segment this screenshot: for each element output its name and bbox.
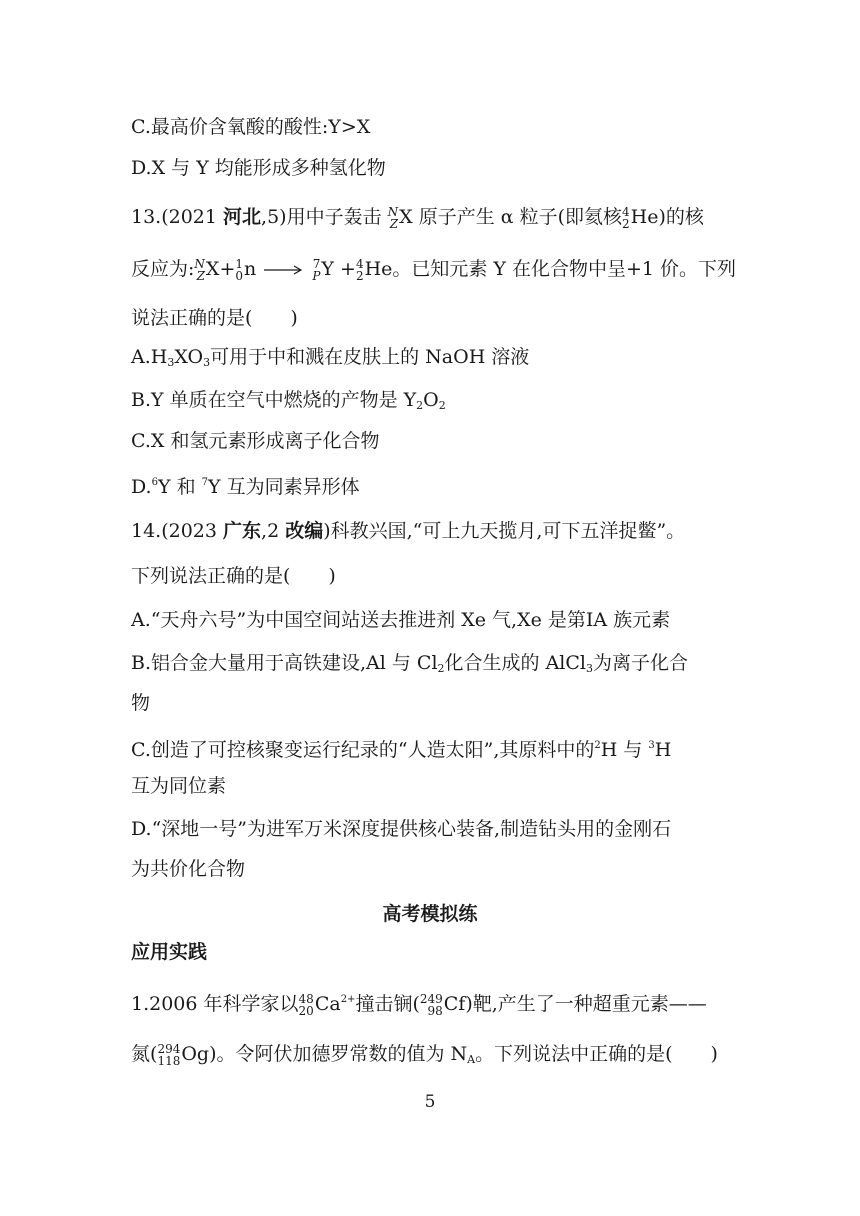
option-13a: $A.H_3XO_3$可用于中和溅在皮肤上的 NaOH 溶液	[131, 346, 530, 369]
option-14b-wrap: 物	[131, 692, 151, 714]
nuclide-he: 4 2	[622, 205, 630, 231]
option-14d-wrap: 为共价化合物	[131, 858, 246, 880]
nuclide-he-product: 4 2	[355, 257, 364, 283]
question-14-header: 14.(2023 广东,2 改编)科教兴国,“可上九天揽月,可下五洋捉鳖”。	[131, 520, 686, 542]
option-14c: C.创造了可控核聚变运行纪录的“人造太阳”,其原料中的$^2$H 与 $^3$H	[131, 739, 672, 761]
nuclide-og: 294 118	[157, 1042, 181, 1068]
option-14a: A.“天舟六号”为中国空间站送去推进剂 Xe 气,Xe 是第ⅠA 族元素	[131, 609, 671, 631]
nuclide-cf: 249 98	[419, 992, 443, 1018]
question-14-stem-end: 下列说法正确的是( )	[131, 565, 336, 587]
page-number: 5	[424, 1092, 436, 1112]
problem-1-line-2: 氮( 294 118 Og)。令阿伏加德罗常数的值为 $N_A$。下列说法中正确的是( )	[131, 1042, 718, 1068]
option-12d: D.X 与 Y 均能形成多种氢化物	[131, 157, 386, 179]
option-13d: D.$^6$Y 和 $^7$Y 互为同素异形体	[131, 476, 360, 498]
nuclide-neutron: 1 0	[235, 257, 243, 283]
adapted-tag: 改编	[285, 520, 324, 542]
option-14b: B.铝合金大量用于高铁建设,Al 与 $Cl_2$化合生成的 AlCl$_3$为离子化合	[131, 652, 689, 675]
problem-1-line-1: 1.2006 年科学家以 48 20 $Ca^{2+}$撞击锎( 249 98 Cf)靶,产生了一种超重元素——	[131, 992, 707, 1018]
nuclide-y7: 7 P	[312, 257, 321, 283]
question-13-reaction: 反应为: N Z X+ 1 0 n 7 P Y + 4 2 He。已知元素 Y 在化合物中呈+1 价。下列	[131, 257, 737, 283]
source-province: 河北	[223, 206, 262, 228]
source-province-14: 广东	[223, 520, 262, 542]
option-13c: C.X 和氢元素形成离子化合物	[131, 430, 380, 452]
nuclide-x-reactant: N Z	[194, 257, 205, 283]
option-13b: B.Y 单质在空气中燃烧的产物是 $Y_2O_2$	[131, 389, 446, 412]
nuclide-ca: 48 20	[298, 992, 314, 1018]
option-12c: C.最高价含氧酸的酸性:Y>X	[131, 116, 371, 138]
subsection-title: 应用实践	[131, 941, 208, 963]
question-13-stem-end: 说法正确的是( )	[131, 307, 298, 329]
option-14d: D.“深地一号”为进军万米深度提供核心装备,制造钻头用的金刚石	[131, 818, 672, 840]
option-14c-wrap: 互为同位素	[131, 775, 227, 797]
question-13-header: 13.(2021 河北,5)用中子轰击 N Z X 原子产生 α 粒子(即氦核 4 2 He)的核	[131, 205, 704, 231]
section-title: 高考模拟练	[382, 903, 478, 925]
nuclide-x: N Z	[387, 205, 399, 231]
reaction-arrow-icon	[264, 264, 304, 276]
